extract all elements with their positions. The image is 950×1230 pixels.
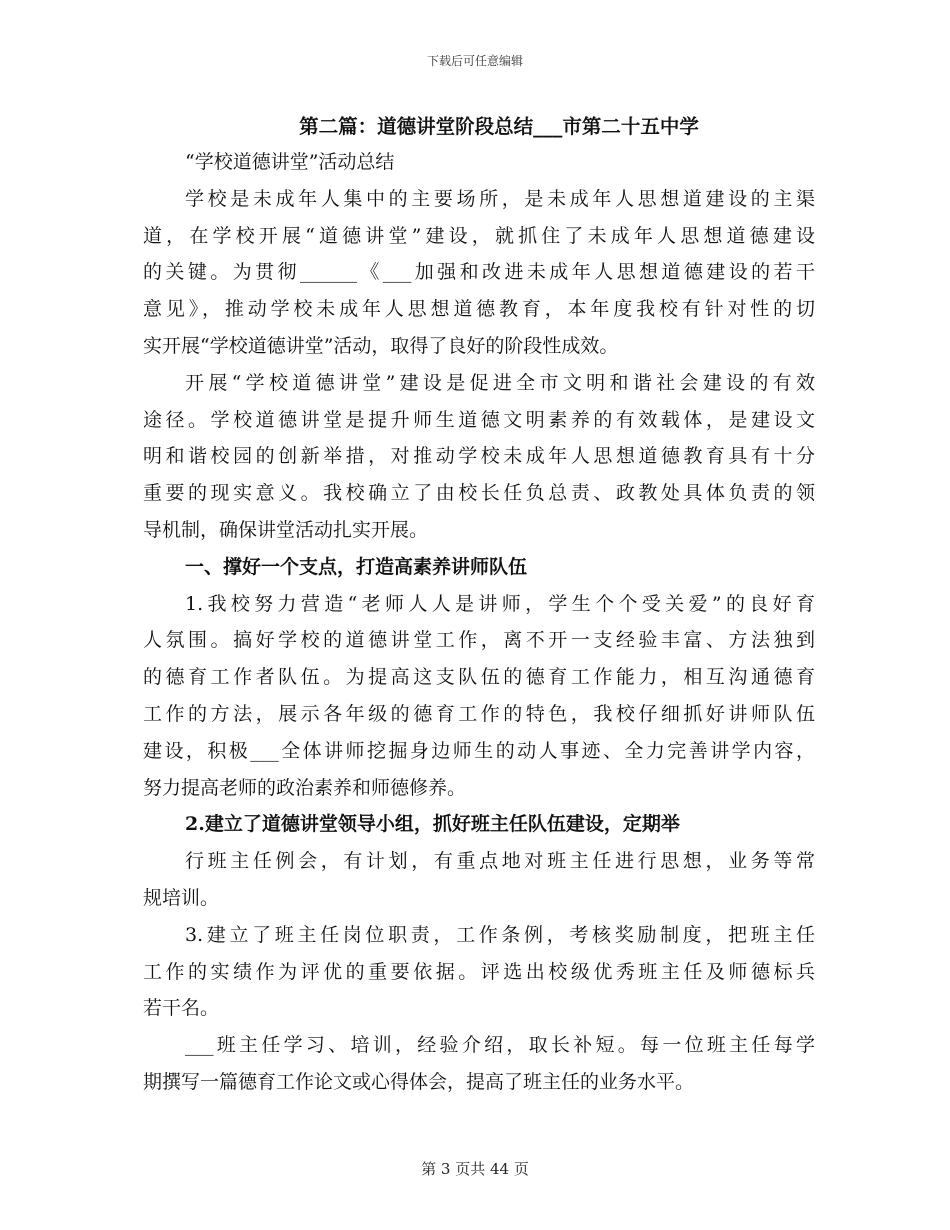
text-line: 重要的现实意义。我校确立了由校长任负总责、政教处具体负责的领 — [143, 482, 815, 505]
text-line: 规培训。 — [143, 886, 220, 909]
text-line: 期撰写一篇德育工作论文或心得体会，提高了班主任的业务水平。 — [143, 1070, 695, 1093]
text-line: 的关键。为贯彻______《___加强和改进未成年人思想道德建设的若干 — [143, 261, 815, 284]
section-heading-line: 2.建立了道德讲堂领导小组，抓好班主任队伍建设，定期举 — [185, 813, 680, 836]
text-line: 工作的实绩作为评优的重要依据。评选出校级优秀班主任及师德标兵 — [143, 960, 815, 983]
text-line: 1.我校努力营造“老师人人是讲师，学生个个受关爱”的良好育 — [185, 592, 815, 615]
text-line: 明和谐校园的创新举措，对推动学校未成年人思想道德教育具有十分 — [143, 445, 815, 468]
text-line: 学校是未成年人集中的主要场所，是未成年人思想道建设的主渠 — [185, 187, 815, 210]
text-line: 建设，积极___全体讲师挖掘身边师生的动人事迹、全力完善讲学内容， — [143, 739, 815, 762]
page-footer: 第 3 页共 44 页 — [421, 1160, 529, 1178]
text-line: 人氛围。搞好学校的道德讲堂工作，离不开一支经验丰富、方法独到 — [143, 629, 815, 652]
paragraph-lines — [143, 144, 815, 1101]
text-line: 若干名。 — [143, 997, 220, 1020]
text-line: 途径。学校道德讲堂是提升师生道德文明素养的有效载体，是建设文 — [143, 408, 815, 431]
document-title: 第二篇：道德讲堂阶段总结___市第二十五中学 — [299, 115, 699, 138]
text-line: “学校道德讲堂”活动总结 — [185, 151, 395, 173]
text-line: 行班主任例会，有计划，有重点地对班主任进行思想，业务等常 — [185, 850, 815, 873]
header-note: 下载后可任意编辑 — [426, 54, 523, 68]
text-line: ___班主任学习、培训，经验介绍，取长补短。每一位班主任每学 — [185, 1034, 815, 1057]
text-line: 3.建立了班主任岗位职责，工作条例，考核奖励制度，把班主任 — [185, 923, 815, 946]
text-line: 工作的方法，展示各年级的德育工作的特色，我校仔细抓好讲师队伍 — [143, 702, 815, 725]
text-line: 实开展“学校道德讲堂”活动，取得了良好的阶段性成效。 — [143, 334, 619, 357]
text-line: 意见》，推动学校未成年人思想道德教育，本年度我校有针对性的切 — [143, 298, 815, 321]
section-heading-line: 一、撑好一个支点，打造高素养讲师队伍 — [185, 555, 528, 578]
text-line: 开展“学校道德讲堂”建设是促进全市文明和谐社会建设的有效 — [185, 371, 815, 394]
document-body — [143, 110, 815, 1101]
text-line: 导机制，确保讲堂活动扎实开展。 — [143, 518, 429, 541]
text-line: 努力提高老师的政治素养和师德修养。 — [143, 776, 467, 799]
text-line: 道，在学校开展“道德讲堂”建设，就抓住了未成年人思想道德建设 — [143, 224, 815, 247]
text-line: 的德育工作者队伍。为提高这支队伍的德育工作能力，相互沟通德育 — [143, 666, 815, 689]
